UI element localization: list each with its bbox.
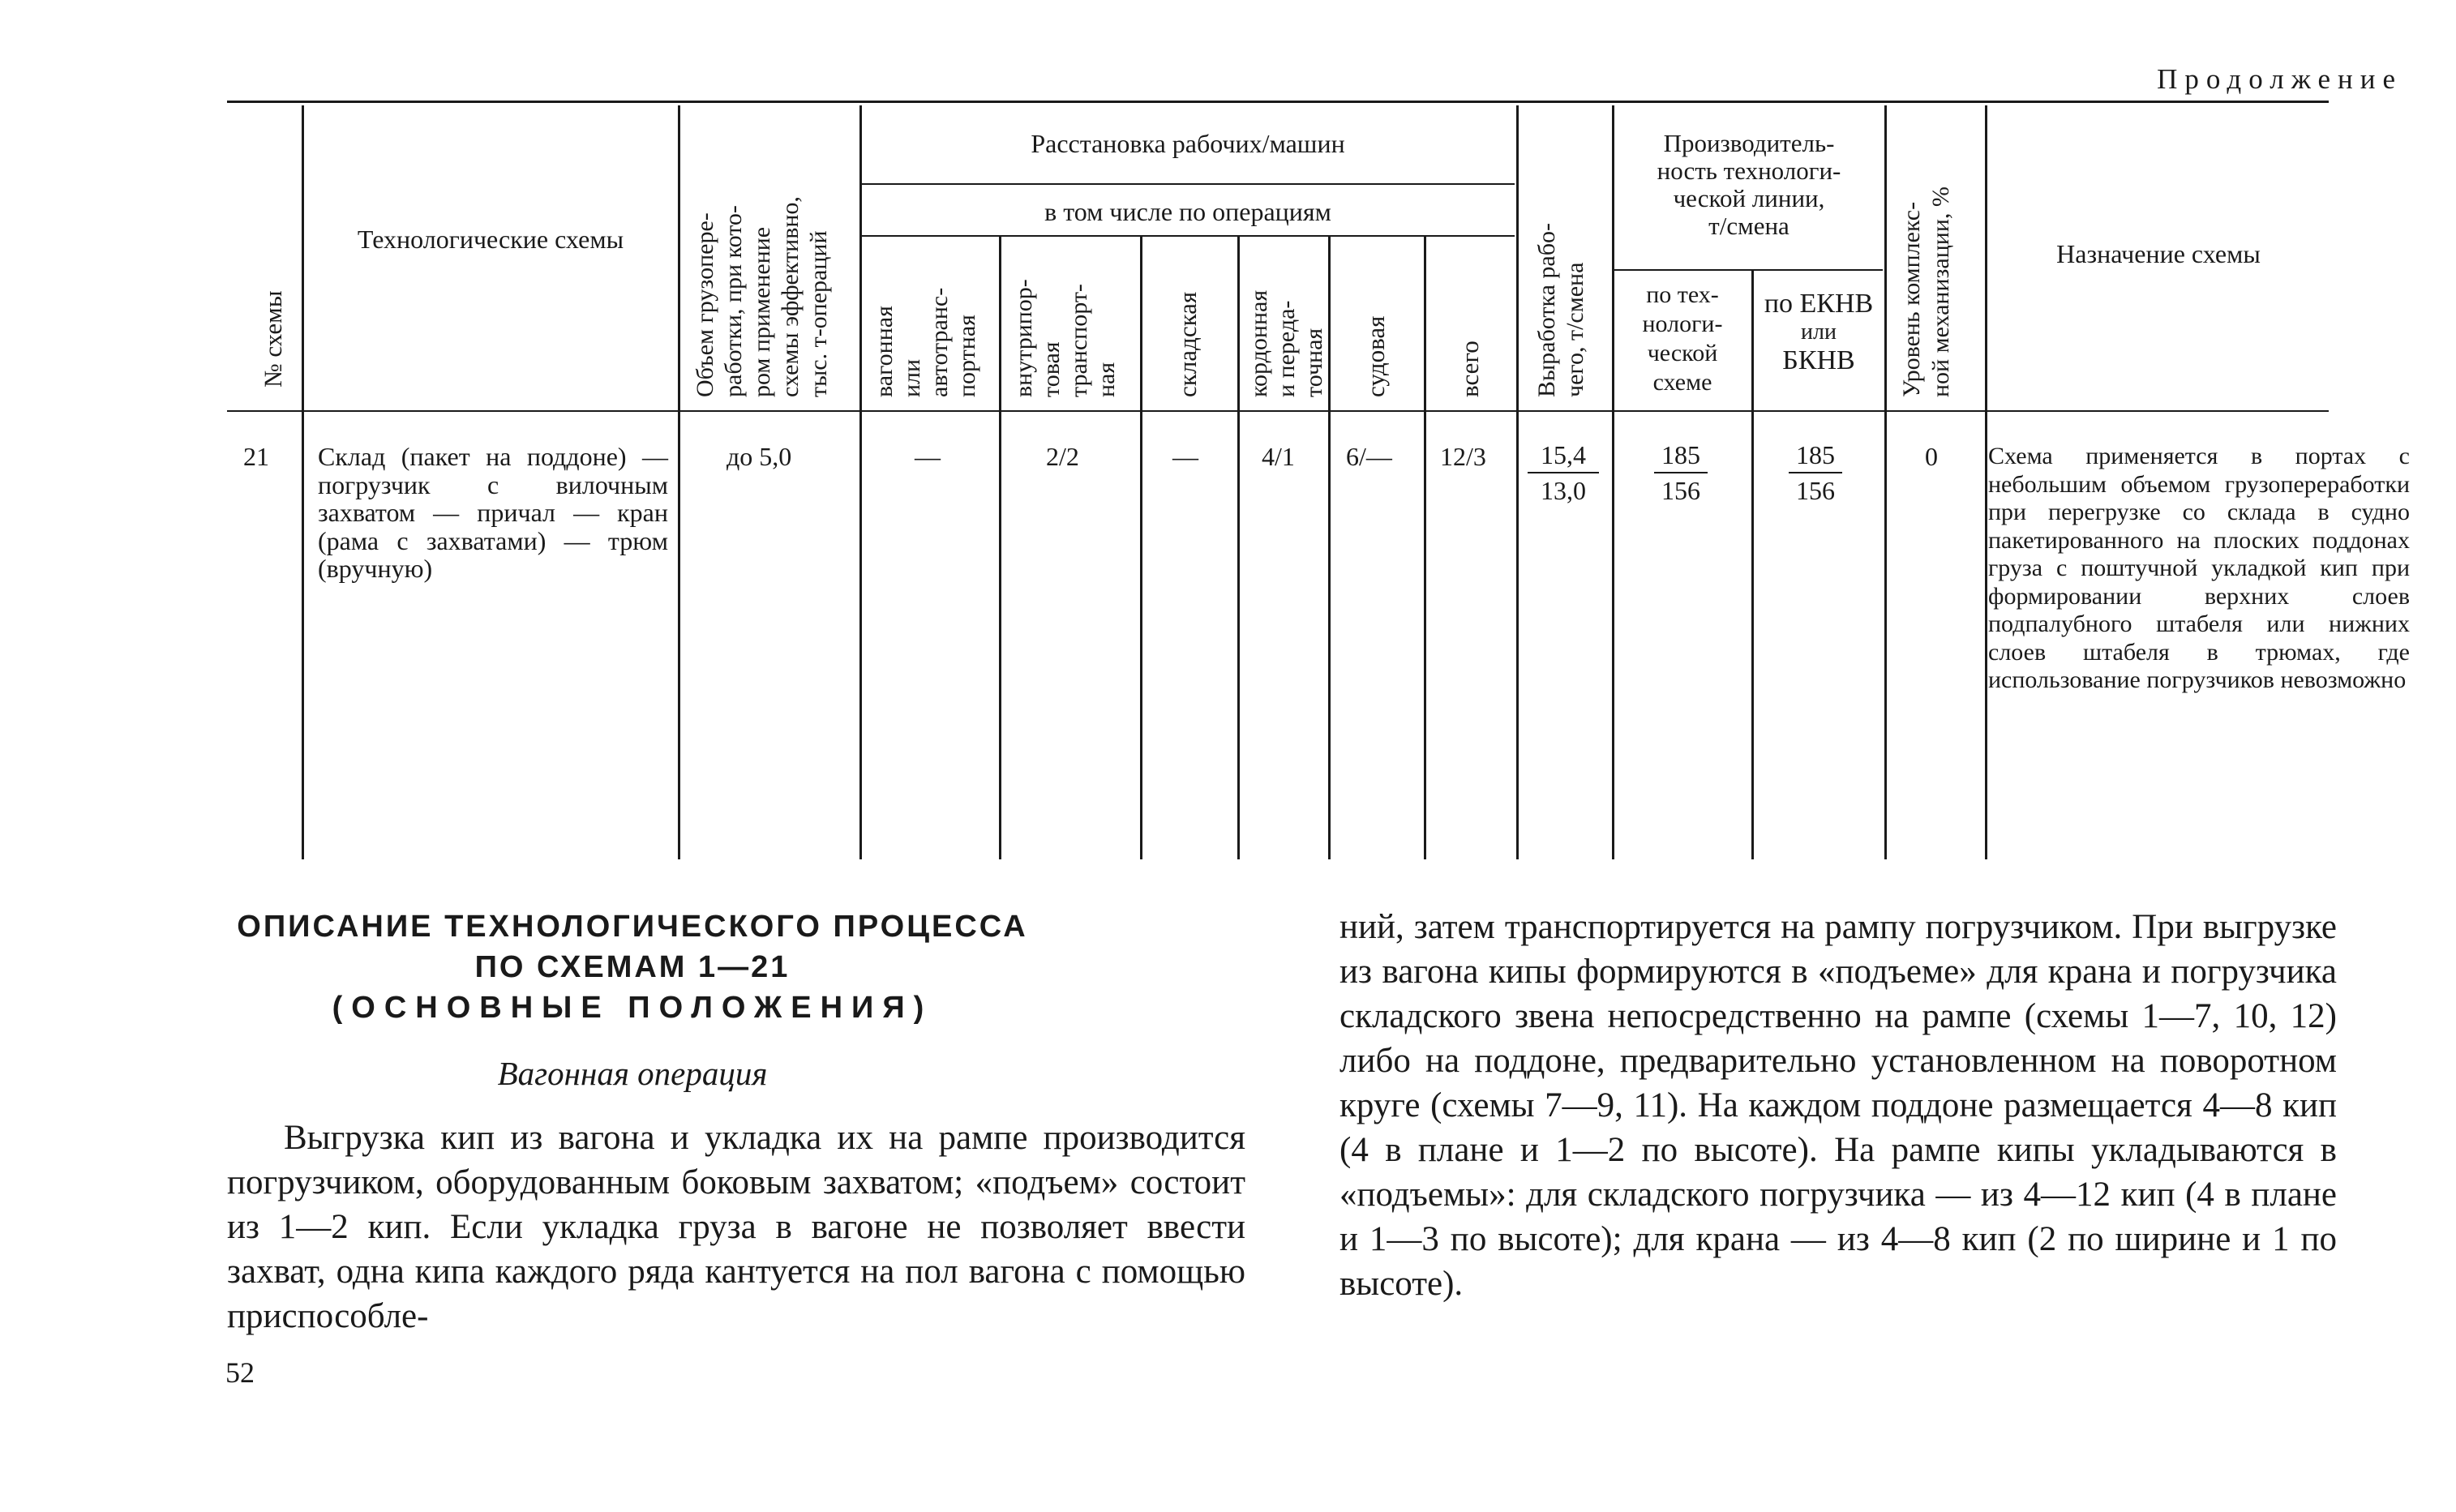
col-divider-10 xyxy=(1612,105,1614,859)
productivity-subrule xyxy=(1614,269,1883,271)
col-divider-12 xyxy=(1884,105,1887,859)
left-paragraph: Выгрузка кип из вагона и укладка их на рампе производится погрузчиком, оборудованным боковым захватом; «подъем» состоит из 1—2 кип. Если укладка груза в вагоне не позволяет ввести захват, одна кипа каждого ряда кантуется на пол вагона с помощью приспособле- xyxy=(227,1119,1245,1335)
col-divider-5 xyxy=(1140,237,1142,859)
page-number: 52 xyxy=(225,1356,255,1389)
productivity-header: Производитель- ность технологи- ческой линии, т/смена xyxy=(1657,129,1841,240)
row-total: 12/3 xyxy=(1440,442,1486,471)
including-ops-subrule xyxy=(861,235,1515,237)
row-warehouse: — xyxy=(1172,442,1198,471)
section-title-line1: ОПИСАНИЕ ТЕХНОЛОГИЧЕСКОГО ПРОЦЕССА xyxy=(237,910,1028,944)
continued-label: Продолжение xyxy=(2157,63,2402,95)
row-cordon: 4/1 xyxy=(1262,442,1295,471)
op-cordon-header: кордонная и переда- точная xyxy=(1245,289,1327,397)
op-total-header: всего xyxy=(1455,341,1484,397)
row-internal: 2/2 xyxy=(1046,442,1079,471)
row-scheme-no: 21 xyxy=(243,442,269,471)
table-top-rule xyxy=(227,101,2329,103)
section-title-line2: ПО СХЕМАМ 1—21 xyxy=(474,950,791,984)
right-paragraph: ний, затем транспортируется на рампу погрузчиком. При выгрузке из вагона кипы формируются в «подъеме» для крана и погрузчика складского звена непосредственно на рампе (схемы 1—7, 10, 12) либо на поддоне, предварительно установленном на поворотном круге (схемы 7—9, 11). На каждом поддоне размещается 4—8 кип (4 в плане и 1—2 по высоте). На рампе кипы укладываются в «подъемы»: для складского погрузчика — из 4—12 кип (4 в плане и 1—3 по высоте); для крана — из 4—8 кип (2 по ширине и 1 по высоте). xyxy=(1339,908,2337,1303)
col-divider-11 xyxy=(1751,271,1754,859)
including-ops-header: в том числе по операциям xyxy=(1044,197,1331,226)
op-ship-header: судовая xyxy=(1361,315,1390,397)
output-header: Выработка рабо- чего, т/смена xyxy=(1533,223,1588,397)
op-wagon-header: вагонная или автотранс- портная xyxy=(871,287,980,397)
by-tech-header: по тех- нологи- ческой схеме xyxy=(1642,281,1723,396)
placement-subrule xyxy=(861,183,1515,185)
table-header-bottom-rule xyxy=(227,410,2329,412)
col-divider-8 xyxy=(1424,237,1426,859)
col-divider-2 xyxy=(678,105,680,859)
scheme-no-header: № схемы xyxy=(259,290,287,388)
tech-schemes-header: Технологические схемы xyxy=(357,225,624,254)
section-title-line3: (ОСНОВНЫЕ ПОЛОЖЕНИЯ) xyxy=(332,991,933,1025)
purpose-header: Назначение схемы xyxy=(2056,239,2261,268)
col-divider-6 xyxy=(1237,237,1240,859)
row-tech-scheme: Склад (пакет на поддоне) — погрузчик с вилочным захватом — причал — кран (рама с захватами) — трюм (вручную) xyxy=(318,442,668,583)
row-mech-level: 0 xyxy=(1925,442,1938,471)
col-divider-13 xyxy=(1985,105,1987,859)
section-subheading: Вагонная операция xyxy=(497,1055,768,1092)
by-eknv-header: по ЕКНВ или БКНВ xyxy=(1764,289,1874,375)
volume-header: Объем грузопере- работки, при кото- ром применение схемы эффективно, тыс. т-операций xyxy=(692,196,832,397)
row-ship: 6/— xyxy=(1346,442,1392,471)
col-divider-7 xyxy=(1328,237,1331,859)
row-output: $\frac{15,4}{13,0}$ xyxy=(1528,439,1599,506)
row-eknv-productivity: $\frac{185}{156}$ xyxy=(1789,439,1842,506)
row-volume: до 5,0 xyxy=(727,442,792,471)
mech-level-header: Уровень комплекс- ной механизации, % xyxy=(1898,186,1954,397)
col-divider-9 xyxy=(1516,105,1519,859)
op-warehouse-header: складская xyxy=(1173,291,1202,397)
col-divider-4 xyxy=(999,237,1001,859)
op-internal-header: внутрипор- товая транспорт- ная xyxy=(1010,279,1120,397)
row-purpose: Схема применяется в портах с небольшим объемом грузопереработки при перегрузке со склада в судно пакетированного на плоских поддонах груза с поштучной укладкой кип при формировании верхних слоев подпалубного штабеля или нижних слоев штабеля в трюмах, где использование погрузчиков невозможно xyxy=(1988,443,2410,693)
placement-header: Расстановка рабочих/машин xyxy=(1031,129,1345,158)
row-tech-productivity: $\frac{185}{156}$ xyxy=(1654,439,1708,506)
row-wagon: — xyxy=(915,442,941,471)
col-divider-1 xyxy=(302,105,304,859)
